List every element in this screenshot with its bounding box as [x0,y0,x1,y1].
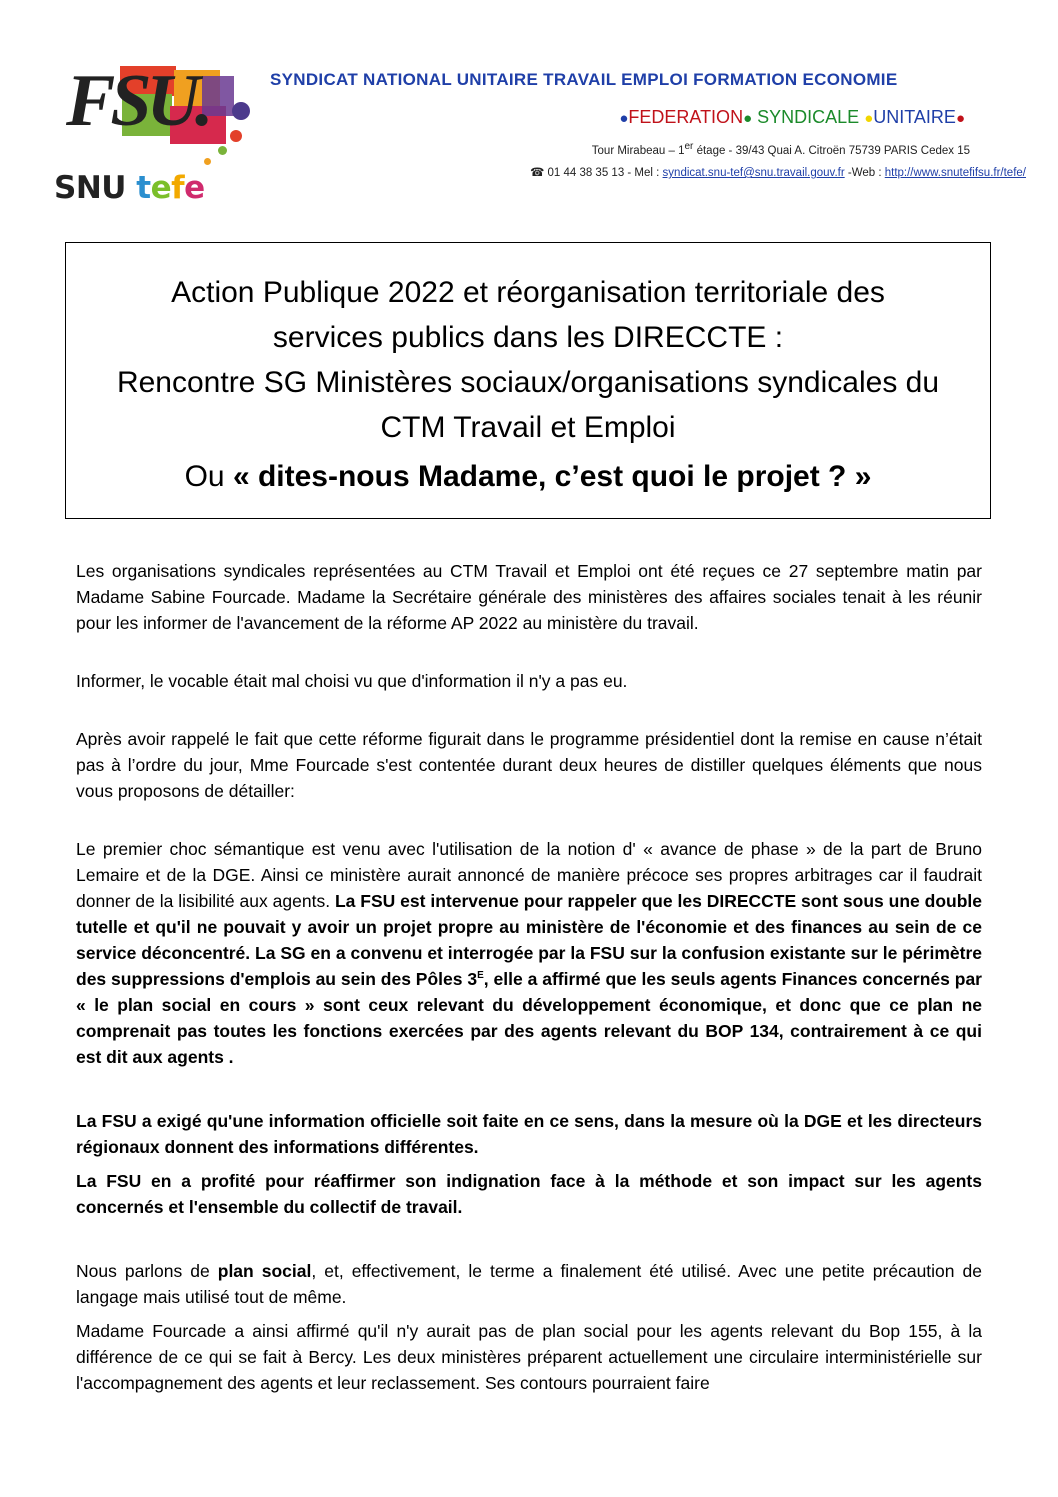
article-body [76,558,982,1396]
title-box [65,242,991,519]
bullet-blue-icon: ● [619,110,629,127]
logo-dot [218,146,227,155]
logo-dot [230,130,242,142]
title-line-1: Action Publique 2022 et réorganisation territoriale des [171,276,885,309]
phone-number: ☎ 01 44 38 35 13 - Mel : [529,167,663,179]
paragraph: Après avoir rappelé le fait que cette réforme figurait dans le programme présidentiel dont la remise en cause n’était pas à l’ordre du jour, Mme Fourcade s'est contentée durant deux heures de distiller quelques éléments que nous vous proposons de détailler: [76,729,982,801]
organization-name: SYNDICAT NATIONAL UNITAIRE TRAVAIL EMPLOI FORMATION ECONOMIE [270,70,898,89]
title-line-3: Rencontre SG Ministères sociaux/organisations syndicales du [116,366,940,399]
logo-snu-tefe-text: SNU tefe [54,170,205,206]
title-line-5: Ou « dites-nous Madame, c’est quoi le projet ? » [184,460,872,493]
bullet-green-icon: ● [743,110,753,127]
logo-fsu-text: FSU. [66,60,209,142]
fsu-snu-tefe-logo [52,62,262,212]
paragraph: Madame Fourcade a ainsi affirmé qu'il n'y aurait pas de plan social pour les agents relevant du Bop 155, à la différence de ce qui se fait à Bercy. Les deux ministères préparent actuellement une circulaire interministérielle sur l'accompagnement des agents et leur reclassement. Ses contours pourraient faire [76,1321,982,1393]
email-link[interactable]: syndicat.snu-tef@snu.travail.gouv.fr [662,167,845,179]
paragraph: La FSU a exigé qu'une information officielle soit faite en ce sens, dans la mesure où la DGE et les directeurs régionaux donnent des informations différentes. [76,1111,982,1157]
postal-address: Tour Mirabeau – 1er étage - 39/43 Quai A. Citroën 75739 PARIS Cedex 15 [591,141,970,157]
federation-line: ●FEDERATION● SYNDICALE ●UNITAIRE● [619,107,965,127]
logo-dot [204,158,211,165]
bullet-red-icon: ● [955,110,965,127]
paragraph: La FSU en a profité pour réaffirmer son indignation face à la méthode et son impact sur les agents concernés et l'ensemble du collectif de travail. [76,1171,982,1217]
website-link[interactable]: http://www.snutefifsu.fr/tefe/ [884,167,1026,179]
title-line-4: CTM Travail et Emploi [380,411,676,444]
paragraph: Le premier choc sémantique est venu avec l'utilisation de la notion d' « avance de phase » de la part de Bruno Lemaire et de la DGE. Ainsi ce ministère aurait annoncé de manière précoce ses propres arbitrages car il faudrait donner de la lisibilité aux agents. La FSU est intervenue pour rappeler que les DIRECCTE sont sous une double tutelle et qu'il ne pouvait y avoir un projet propre au ministère de l'économie et des finances au sein de ce service déconcentré. La SG en a convenu et interrogée par la FSU sur la confusion existante sur le périmètre des suppressions d'emplois au sein des Pôles $3^E$, elle a affirmé que les seuls agents Finances concernés par « le plan social en cours » sont ceux relevant du développement économique, et donc que ce plan ne comprenait pas toutes les fonctions exercées par des agents relevant du BOP 134, contrairement à ce qui est dit aux agents . [76,839,982,1067]
paragraph: Informer, le vocable était mal choisi vu que d'information il n'y a pas eu. [76,671,628,691]
paragraph: Les organisations syndicales représentées au CTM Travail et Emploi ont été reçues ce 27 septembre matin par Madame Sabine Fourcade. Madame la Secrétaire générale des ministères des affaires sociales tenait à les réunir pour les informer de l'avancement de la réforme AP 2022 au ministère du travail. [76,561,982,633]
paragraph: Nous parlons de plan social, et, effectivement, le terme a finalement été utilisé. Avec une petite précaution de langage mais utilisé tout de même. [76,1261,982,1307]
contact-line: ☎ 01 44 38 35 13 - Mel : syndicat.snu-tef@snu.travail.gouv.fr -Web : http://www.snutefifsu.fr/tefe/ [529,167,1026,179]
title-line-2: services publics dans les DIRECCTE : [272,321,784,354]
logo-dot [232,102,250,120]
bullet-yellow-icon: ● [864,110,874,127]
